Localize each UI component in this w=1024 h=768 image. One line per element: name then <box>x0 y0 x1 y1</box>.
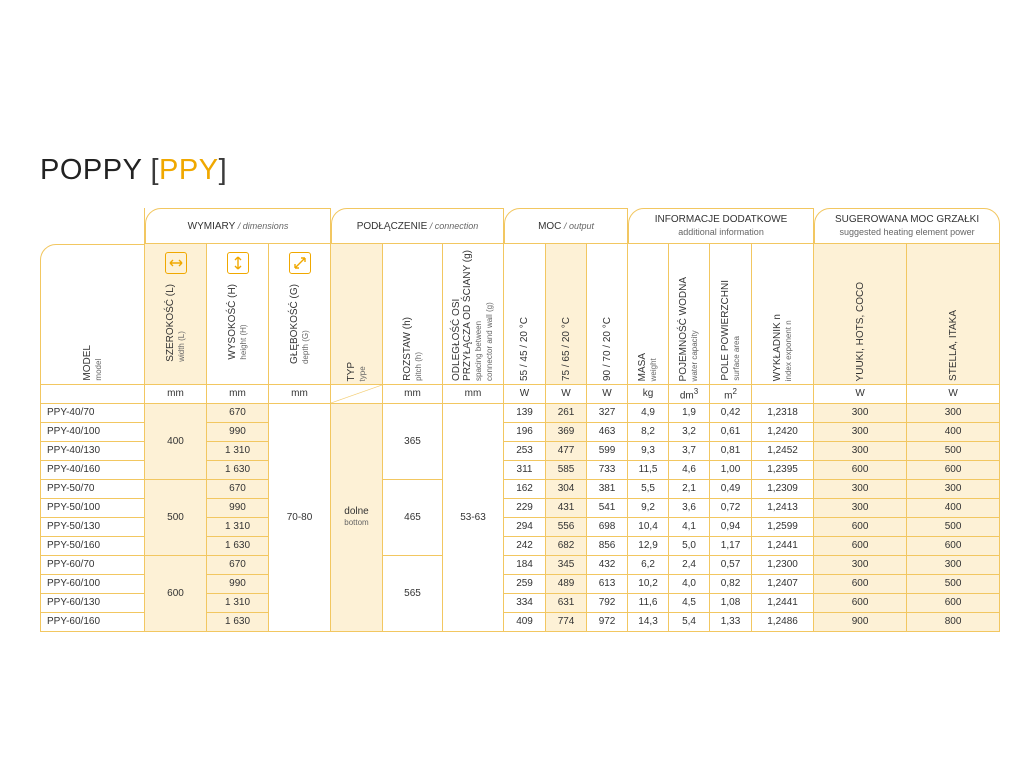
width-cell: 600 <box>145 556 207 632</box>
col-model: MODEL model <box>40 244 145 385</box>
output-55-cell: 196 <box>504 423 546 442</box>
water-capacity-cell: 4,1 <box>669 518 710 537</box>
water-capacity-cell: 5,4 <box>669 613 710 632</box>
exponent-cell: 1,2309 <box>752 480 814 499</box>
spec-table <box>40 208 1000 632</box>
water-capacity-cell: 1,9 <box>669 404 710 423</box>
heater-stella-cell: 300 <box>907 404 1000 423</box>
surface-area-cell: 0,42 <box>710 404 752 423</box>
height-cell: 990 <box>207 575 269 594</box>
table-row <box>40 404 1000 423</box>
output-75-cell: 369 <box>546 423 587 442</box>
heater-stella-cell: 300 <box>907 556 1000 575</box>
water-capacity-cell: 4,5 <box>669 594 710 613</box>
spacing-cell: 53-63 <box>443 404 504 632</box>
heater-yuuki-cell: 600 <box>814 537 907 556</box>
exponent-cell: 1,2441 <box>752 594 814 613</box>
output-75-cell: 431 <box>546 499 587 518</box>
water-capacity-cell: 3,2 <box>669 423 710 442</box>
output-75-cell: 585 <box>546 461 587 480</box>
model-cell: PPY-40/70 <box>40 404 145 423</box>
pitch-cell: 365 <box>383 404 443 480</box>
height-cell: 1 310 <box>207 594 269 613</box>
output-55-cell: 334 <box>504 594 546 613</box>
surface-area-cell: 0,49 <box>710 480 752 499</box>
output-90-cell: 698 <box>587 518 628 537</box>
horizontal-arrow-icon <box>165 252 187 274</box>
series-code: PPY <box>159 154 219 186</box>
exponent-cell: 1,2318 <box>752 404 814 423</box>
output-90-cell: 327 <box>587 404 628 423</box>
group-connection: PODŁĄCZENIE / connection <box>331 208 504 244</box>
mass-cell: 9,2 <box>628 499 669 518</box>
exponent-cell: 1,2441 <box>752 537 814 556</box>
col-water-capacity: POJEMNOŚĆ WODNA water capacity <box>669 244 710 385</box>
column-header-row <box>40 244 1000 385</box>
heater-yuuki-cell: 300 <box>814 404 907 423</box>
unit-surface: $m^2$ <box>710 385 752 404</box>
unit-output-55: W <box>504 385 546 404</box>
output-55-cell: 253 <box>504 442 546 461</box>
group-output: MOC / output <box>504 208 628 244</box>
output-90-cell: 792 <box>587 594 628 613</box>
exponent-cell: 1,2395 <box>752 461 814 480</box>
table-body <box>40 404 1000 632</box>
output-75-cell: 631 <box>546 594 587 613</box>
output-55-cell: 229 <box>504 499 546 518</box>
col-height: WYSOKOŚĆ (H) height (H) <box>207 244 269 385</box>
water-capacity-cell: 3,6 <box>669 499 710 518</box>
surface-area-cell: 1,00 <box>710 461 752 480</box>
heater-stella-cell: 600 <box>907 461 1000 480</box>
heater-yuuki-cell: 300 <box>814 480 907 499</box>
type-cell <box>331 404 383 632</box>
unit-depth: mm <box>269 385 331 404</box>
mass-cell: 10,4 <box>628 518 669 537</box>
unit-row <box>40 385 1000 404</box>
height-cell: 990 <box>207 499 269 518</box>
mass-cell: 6,2 <box>628 556 669 575</box>
unit-spacing: mm <box>443 385 504 404</box>
exponent-cell: 1,2413 <box>752 499 814 518</box>
col-width: SZEROKOŚĆ (L) width (L) <box>145 244 207 385</box>
water-capacity-cell: 4,0 <box>669 575 710 594</box>
height-cell: 670 <box>207 556 269 575</box>
output-75-cell: 556 <box>546 518 587 537</box>
width-cell: 500 <box>145 480 207 556</box>
model-cell: PPY-60/70 <box>40 556 145 575</box>
model-cell: PPY-50/160 <box>40 537 145 556</box>
unit-height: mm <box>207 385 269 404</box>
unit-heater-yuuki: W <box>814 385 907 404</box>
table-row <box>40 556 1000 575</box>
output-55-cell: 162 <box>504 480 546 499</box>
height-cell: 1 310 <box>207 518 269 537</box>
model-cell: PPY-60/130 <box>40 594 145 613</box>
output-55-cell: 311 <box>504 461 546 480</box>
unit-output-75: W <box>546 385 587 404</box>
output-90-cell: 856 <box>587 537 628 556</box>
heater-stella-cell: 500 <box>907 442 1000 461</box>
heater-yuuki-cell: 300 <box>814 423 907 442</box>
mass-cell: 11,6 <box>628 594 669 613</box>
surface-area-cell: 0,81 <box>710 442 752 461</box>
output-90-cell: 733 <box>587 461 628 480</box>
heater-stella-cell: 300 <box>907 480 1000 499</box>
unit-exponent <box>752 385 814 404</box>
exponent-cell: 1,2599 <box>752 518 814 537</box>
output-90-cell: 381 <box>587 480 628 499</box>
output-55-cell: 184 <box>504 556 546 575</box>
heater-stella-cell: 800 <box>907 613 1000 632</box>
exponent-cell: 1,2452 <box>752 442 814 461</box>
model-cell: PPY-40/100 <box>40 423 145 442</box>
col-surface-area: POLE POWIERZCHNI surface area <box>710 244 752 385</box>
exponent-cell: 1,2486 <box>752 613 814 632</box>
col-heater-yuuki: YUUKI, HOTS, COCO <box>814 244 907 385</box>
heater-yuuki-cell: 300 <box>814 499 907 518</box>
col-output-75: 75 / 65 / 20 °C <box>546 244 587 385</box>
output-90-cell: 613 <box>587 575 628 594</box>
output-55-cell: 294 <box>504 518 546 537</box>
col-pitch: ROZSTAW (h) pitch (h) <box>383 244 443 385</box>
mass-cell: 12,9 <box>628 537 669 556</box>
surface-area-cell: 1,17 <box>710 537 752 556</box>
height-cell: 670 <box>207 404 269 423</box>
output-90-cell: 463 <box>587 423 628 442</box>
diagonal-arrow-icon <box>289 252 311 274</box>
height-cell: 1 630 <box>207 613 269 632</box>
height-cell: 990 <box>207 423 269 442</box>
exponent-cell: 1,2407 <box>752 575 814 594</box>
exponent-cell: 1,2300 <box>752 556 814 575</box>
unit-mass: kg <box>628 385 669 404</box>
depth-cell: 70-80 <box>269 404 331 632</box>
model-cell: PPY-40/130 <box>40 442 145 461</box>
model-cell: PPY-50/100 <box>40 499 145 518</box>
heater-stella-cell: 400 <box>907 423 1000 442</box>
vertical-arrow-icon <box>227 252 249 274</box>
model-cell: PPY-60/100 <box>40 575 145 594</box>
output-55-cell: 139 <box>504 404 546 423</box>
col-output-55: 55 / 45 / 20 °C <box>504 244 546 385</box>
group-heating-element: SUGEROWANA MOC GRZAŁKI suggested heating element power <box>814 208 1000 244</box>
output-75-cell: 774 <box>546 613 587 632</box>
water-capacity-cell: 2,4 <box>669 556 710 575</box>
output-75-cell: 489 <box>546 575 587 594</box>
output-75-cell: 304 <box>546 480 587 499</box>
col-spacing: ODLEGŁOŚĆ OSI PRZYŁĄCZA OD ŚCIANY (g) spacing between connector and wall (g) <box>443 244 504 385</box>
surface-area-cell: 0,57 <box>710 556 752 575</box>
surface-area-cell: 1,33 <box>710 613 752 632</box>
pitch-cell: 565 <box>383 556 443 632</box>
exponent-cell: 1,2420 <box>752 423 814 442</box>
col-heater-stella: STELLA, ITAKA <box>907 244 1000 385</box>
pitch-cell: 465 <box>383 480 443 556</box>
water-capacity-cell: 5,0 <box>669 537 710 556</box>
col-type: TYP type <box>331 244 383 385</box>
width-cell: 400 <box>145 404 207 480</box>
surface-area-cell: 0,94 <box>710 518 752 537</box>
model-cell: PPY-60/160 <box>40 613 145 632</box>
unit-heater-stella: W <box>907 385 1000 404</box>
unit-width: mm <box>145 385 207 404</box>
water-capacity-cell: 2,1 <box>669 480 710 499</box>
mass-cell: 4,9 <box>628 404 669 423</box>
surface-area-cell: 0,61 <box>710 423 752 442</box>
output-55-cell: 242 <box>504 537 546 556</box>
output-90-cell: 599 <box>587 442 628 461</box>
heater-yuuki-cell: 600 <box>814 518 907 537</box>
output-90-cell: 541 <box>587 499 628 518</box>
heater-yuuki-cell: 300 <box>814 442 907 461</box>
mass-cell: 11,5 <box>628 461 669 480</box>
heater-yuuki-cell: 900 <box>814 613 907 632</box>
table-row <box>40 480 1000 499</box>
group-additional-info: INFORMACJE DODATKOWE additional information <box>628 208 814 244</box>
col-exponent: WYKŁADNIK n index exponent n <box>752 244 814 385</box>
heater-stella-cell: 600 <box>907 594 1000 613</box>
unit-type-blank <box>331 385 383 404</box>
heater-stella-cell: 500 <box>907 518 1000 537</box>
output-75-cell: 682 <box>546 537 587 556</box>
mass-cell: 10,2 <box>628 575 669 594</box>
heater-yuuki-cell: 300 <box>814 556 907 575</box>
mass-cell: 8,2 <box>628 423 669 442</box>
heater-yuuki-cell: 600 <box>814 461 907 480</box>
mass-cell: 14,3 <box>628 613 669 632</box>
heater-stella-cell: 600 <box>907 537 1000 556</box>
heater-stella-cell: 400 <box>907 499 1000 518</box>
col-depth: GŁĘBOKOŚĆ (G) depth (G) <box>269 244 331 385</box>
surface-area-cell: 0,82 <box>710 575 752 594</box>
output-55-cell: 409 <box>504 613 546 632</box>
surface-area-cell: 0,72 <box>710 499 752 518</box>
type-value: dolne <box>344 506 369 518</box>
unit-water: $dm^3$ <box>669 385 710 404</box>
output-75-cell: 261 <box>546 404 587 423</box>
model-cell: PPY-50/130 <box>40 518 145 537</box>
height-cell: 1 310 <box>207 442 269 461</box>
type-value-en: bottom <box>344 518 369 528</box>
heater-yuuki-cell: 600 <box>814 575 907 594</box>
output-90-cell: 432 <box>587 556 628 575</box>
model-cell: PPY-50/70 <box>40 480 145 499</box>
heater-stella-cell: 500 <box>907 575 1000 594</box>
water-capacity-cell: 4,6 <box>669 461 710 480</box>
mass-cell: 9,3 <box>628 442 669 461</box>
col-output-90: 90 / 70 / 20 °C <box>587 244 628 385</box>
heater-yuuki-cell: 600 <box>814 594 907 613</box>
unit-pitch: mm <box>383 385 443 404</box>
mass-cell: 5,5 <box>628 480 669 499</box>
height-cell: 1 630 <box>207 461 269 480</box>
unit-output-90: W <box>587 385 628 404</box>
model-cell: PPY-40/160 <box>40 461 145 480</box>
group-header-row <box>40 208 1000 244</box>
height-cell: 1 630 <box>207 537 269 556</box>
height-cell: 670 <box>207 480 269 499</box>
water-capacity-cell: 3,7 <box>669 442 710 461</box>
col-mass: MASA weight <box>628 244 669 385</box>
output-55-cell: 259 <box>504 575 546 594</box>
page-title: POPPY [PPY] <box>40 154 228 186</box>
output-90-cell: 972 <box>587 613 628 632</box>
output-75-cell: 477 <box>546 442 587 461</box>
surface-area-cell: 1,08 <box>710 594 752 613</box>
output-75-cell: 345 <box>546 556 587 575</box>
group-dimensions: WYMIARY / dimensions <box>145 208 331 244</box>
